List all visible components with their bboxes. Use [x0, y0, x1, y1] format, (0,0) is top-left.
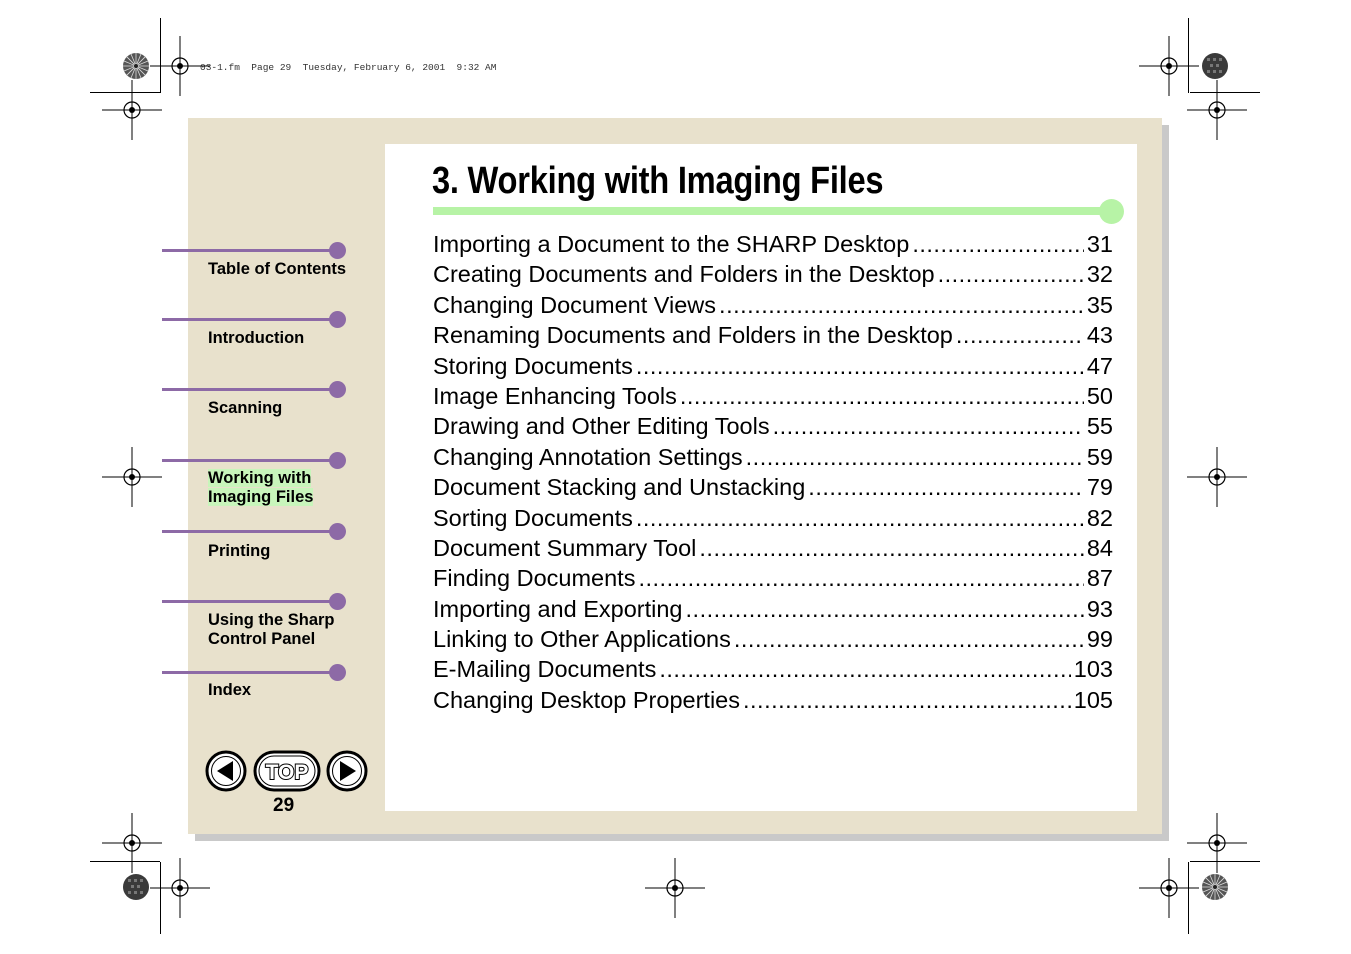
toc-entry-title: Document Summary Tool — [433, 534, 697, 561]
toc-entry[interactable] — [433, 292, 1113, 322]
toc-entry[interactable] — [433, 656, 1113, 686]
toc-leader — [938, 261, 1084, 288]
toc-entry-title: Changing Document Views — [433, 291, 717, 318]
toc-entry-page: 32 — [1086, 261, 1113, 288]
toc-entry-page: 47 — [1086, 352, 1113, 379]
registration-mark — [645, 858, 705, 918]
toc-leader — [680, 383, 1084, 410]
top-button[interactable] — [253, 750, 321, 792]
title-underline — [433, 207, 1113, 215]
toc-leader — [636, 505, 1084, 532]
toc-entry-page: 93 — [1086, 595, 1113, 622]
crop-line — [1190, 92, 1260, 93]
registration-mark — [150, 858, 210, 918]
toc-entry-page: 103 — [1073, 656, 1113, 683]
toc-entry-title: Importing a Document to the SHARP Desktop — [433, 231, 910, 257]
toc-leader — [734, 626, 1084, 653]
toc-entry-page: 55 — [1086, 413, 1113, 440]
toc-entry-title: Drawing and Other Editing Tools — [433, 413, 770, 440]
nav-label: Table of Contents — [208, 260, 347, 278]
registration-mark — [1187, 447, 1247, 507]
toc-leader — [956, 322, 1084, 349]
nav-line — [162, 459, 337, 462]
toc-leader — [912, 231, 1084, 258]
color-dial-icon — [1201, 873, 1229, 901]
toc-entry-title: Linking to Other Applications — [433, 626, 731, 653]
nav-line — [162, 249, 337, 252]
toc-entry[interactable] — [433, 444, 1113, 474]
toc-entry[interactable] — [433, 353, 1113, 383]
toc-entry-title: Finding Documents — [433, 565, 636, 592]
nav-label: Working with Imaging Files — [208, 469, 314, 506]
toc-leader — [746, 444, 1084, 471]
toc-leader — [699, 535, 1083, 562]
nav-dot — [329, 242, 346, 259]
nav-label: Using the Sharp Control Panel — [208, 611, 335, 648]
nav-label: Introduction — [208, 329, 305, 347]
nav-dot — [329, 381, 346, 398]
color-dial-icon — [122, 873, 150, 901]
page-title: 3. Working with Imaging Files — [432, 160, 884, 202]
toc-entry[interactable] — [433, 383, 1113, 413]
toc-entry[interactable] — [433, 535, 1113, 565]
toc-leader — [743, 687, 1071, 714]
print-header: 03-1.fm Page 29 Tuesday, February 6, 2001 9:32 AM — [200, 62, 497, 73]
toc-entry-page: 79 — [1086, 474, 1113, 501]
color-dial-icon — [122, 52, 150, 80]
toc-list — [433, 231, 1113, 717]
nav-label: Printing — [208, 542, 271, 560]
page-number: 29 — [273, 795, 295, 816]
crop-line — [160, 862, 161, 934]
toc-entry-title: Image Enhancing Tools — [433, 382, 677, 409]
toc-entry-page: 35 — [1086, 291, 1113, 318]
toc-leader — [659, 656, 1070, 683]
toc-leader — [773, 413, 1084, 440]
crop-line — [1190, 861, 1260, 862]
toc-leader — [808, 474, 1084, 501]
toc-entry[interactable] — [433, 687, 1113, 717]
nav-line — [162, 671, 337, 674]
toc-entry[interactable] — [433, 565, 1113, 595]
crop-line — [160, 18, 161, 93]
registration-mark — [102, 447, 162, 507]
toc-entry-title: Storing Documents — [433, 352, 633, 379]
toc-entry-page: 87 — [1086, 565, 1113, 592]
toc-entry-page: 43 — [1086, 322, 1113, 349]
toc-entry-page: 84 — [1086, 534, 1113, 561]
toc-leader — [636, 353, 1084, 380]
crop-line — [90, 92, 160, 93]
nav-dot — [329, 311, 346, 328]
next-page-button[interactable] — [326, 750, 368, 792]
toc-entry[interactable] — [433, 231, 1113, 261]
crop-line — [90, 861, 160, 862]
toc-entry[interactable] — [433, 261, 1113, 291]
toc-leader — [686, 596, 1084, 623]
nav-dot — [329, 523, 346, 540]
nav-line — [162, 530, 337, 533]
color-dial-icon — [1201, 52, 1229, 80]
toc-entry-title: Renaming Documents and Folders in the Desktop — [433, 322, 953, 349]
toc-entry[interactable] — [433, 322, 1113, 352]
toc-entry-page: 59 — [1086, 443, 1113, 470]
arrow-right-icon — [326, 750, 368, 792]
toc-leader — [719, 292, 1084, 319]
nav-line — [162, 318, 337, 321]
toc-entry-page: 105 — [1073, 686, 1113, 713]
nav-line — [162, 388, 337, 391]
arrow-left-icon — [205, 750, 247, 792]
top-label: TOP — [265, 761, 309, 784]
toc-entry-title: E-Mailing Documents — [433, 656, 657, 683]
crop-line — [1188, 18, 1189, 93]
toc-entry-page: 99 — [1086, 626, 1113, 653]
toc-entry[interactable] — [433, 505, 1113, 535]
toc-entry[interactable] — [433, 596, 1113, 626]
crop-line — [1188, 862, 1189, 934]
nav-label: Index — [208, 681, 252, 699]
nav-label: Scanning — [208, 399, 283, 417]
previous-page-button[interactable] — [205, 750, 247, 792]
toc-leader — [638, 565, 1083, 592]
registration-mark — [1187, 80, 1247, 140]
toc-entry-title: Changing Desktop Properties — [433, 686, 740, 713]
toc-entry-title: Creating Documents and Folders in the Desktop — [433, 261, 935, 288]
toc-entry-title: Sorting Documents — [433, 504, 633, 531]
nav-dot — [329, 664, 346, 681]
registration-mark — [1139, 858, 1199, 918]
toc-entry-page: 31 — [1086, 231, 1113, 257]
toc-entry[interactable] — [433, 413, 1113, 443]
toc-entry[interactable] — [433, 474, 1113, 504]
toc-entry-title: Importing and Exporting — [433, 595, 683, 622]
toc-entry-title: Changing Annotation Settings — [433, 443, 743, 470]
toc-entry-page: 50 — [1086, 382, 1113, 409]
nav-dot — [329, 593, 346, 610]
registration-mark — [102, 80, 162, 140]
toc-entry[interactable] — [433, 626, 1113, 656]
title-underline-dot — [1099, 199, 1124, 224]
toc-entry-title: Document Stacking and Unstacking — [433, 474, 806, 501]
nav-line — [162, 600, 337, 603]
nav-dot — [329, 452, 346, 469]
toc-entry-page: 82 — [1086, 504, 1113, 531]
